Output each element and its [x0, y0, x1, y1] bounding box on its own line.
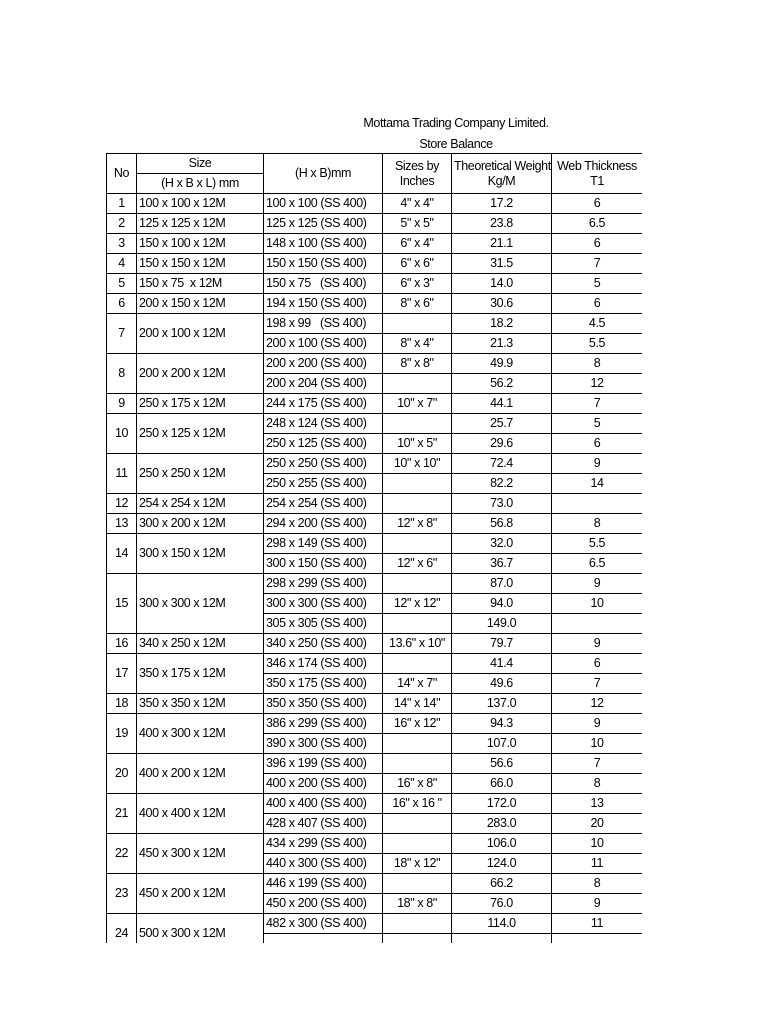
cell-web-thickness — [552, 614, 643, 634]
cell-hb: 125 x 125 (SS 400) — [264, 214, 383, 234]
cell-web-thickness: 10 — [552, 594, 643, 614]
cell-web-thickness: 5.5 — [552, 534, 643, 554]
cell-weight: 21.1 — [452, 234, 552, 254]
cell-weight: 87.0 — [452, 574, 552, 594]
cell-web-thickness: 9 — [552, 894, 643, 914]
cell-weight: 94.3 — [452, 714, 552, 734]
cell-weight: 31.5 — [452, 254, 552, 274]
col-header-web-line2: T1 — [590, 173, 604, 188]
cell-inches — [383, 654, 452, 674]
cell-weight: 137.0 — [452, 694, 552, 714]
cell-hb: 300 x 150 (SS 400) — [264, 554, 383, 574]
cell-hb: 148 x 100 (SS 400) — [264, 234, 383, 254]
cell-weight: 56.6 — [452, 754, 552, 774]
col-header-weight — [452, 154, 552, 194]
cell-hb: 300 x 300 (SS 400) — [264, 594, 383, 614]
cell-inches: 10" x 10" — [383, 454, 452, 474]
cell-no: 1 — [107, 194, 137, 214]
cell-weight: 283.0 — [452, 814, 552, 834]
cell-no: 23 — [107, 874, 137, 914]
table-row — [107, 194, 643, 214]
cell-size: 250 x 175 x 12M — [137, 394, 264, 414]
cell-web-thickness: 5 — [552, 414, 643, 434]
cell-no: 18 — [107, 694, 137, 714]
col-header-size-sub: (H x B x L) mm — [137, 174, 264, 194]
cell-no: 14 — [107, 534, 137, 574]
cell-size: 500 x 300 x 12M — [137, 914, 264, 944]
cell-size: 150 x 100 x 12M — [137, 234, 264, 254]
table-row — [107, 574, 643, 594]
table-row — [107, 914, 643, 934]
cell-size: 340 x 250 x 12M — [137, 634, 264, 654]
cell-web-thickness: 9 — [552, 574, 643, 594]
cell-no: 20 — [107, 754, 137, 794]
cell-hb: 428 x 407 (SS 400) — [264, 814, 383, 834]
cell-weight: 79.7 — [452, 634, 552, 654]
cell-size: 450 x 200 x 12M — [137, 874, 264, 914]
table-row — [107, 714, 643, 734]
cell-weight: 44.1 — [452, 394, 552, 414]
cell-inches: 6" x 4" — [383, 234, 452, 254]
cell-hb: 350 x 350 (SS 400) — [264, 694, 383, 714]
cell-size: 400 x 200 x 12M — [137, 754, 264, 794]
col-header-inches-line2: Inches — [399, 173, 435, 188]
cell-hb: 200 x 204 (SS 400) — [264, 374, 383, 394]
cell-hb: 248 x 124 (SS 400) — [264, 414, 383, 434]
cell-hb: 200 x 200 (SS 400) — [264, 354, 383, 374]
col-header-weight-line2: Kg/M — [487, 173, 516, 188]
cell-inches: 18" x 12" — [383, 854, 452, 874]
cell-weight: 25.7 — [452, 414, 552, 434]
cell-inches: 14" x 7" — [383, 674, 452, 694]
cell-hb: 340 x 250 (SS 400) — [264, 634, 383, 654]
cell-hb: 390 x 300 (SS 400) — [264, 734, 383, 754]
cell-web-thickness: 5.5 — [552, 334, 643, 354]
cell-weight: 36.7 — [452, 554, 552, 574]
cell-web-thickness: 6 — [552, 434, 643, 454]
cell-weight: 149.0 — [452, 614, 552, 634]
cell-web-thickness: 7 — [552, 254, 643, 274]
cell-weight: 21.3 — [452, 334, 552, 354]
table-row — [107, 754, 643, 774]
cell-no: 3 — [107, 234, 137, 254]
col-header-no: No — [107, 154, 137, 194]
cell-web-thickness: 11 — [552, 854, 643, 874]
cell-weight — [452, 934, 552, 944]
cell-web-thickness: 7 — [552, 394, 643, 414]
cell-inches: 16" x 16 " — [383, 794, 452, 814]
table-row — [107, 314, 643, 334]
cell-no: 15 — [107, 574, 137, 634]
cell-hb: 150 x 75 (SS 400) — [264, 274, 383, 294]
table-row — [107, 694, 643, 714]
cell-size: 200 x 150 x 12M — [137, 294, 264, 314]
col-header-web-line1: Web Thickness — [557, 158, 637, 173]
cell-web-thickness: 6.5 — [552, 214, 643, 234]
table-row — [107, 274, 643, 294]
cell-no: 11 — [107, 454, 137, 494]
cell-hb: 150 x 150 (SS 400) — [264, 254, 383, 274]
cell-web-thickness: 7 — [552, 754, 643, 774]
table-row — [107, 294, 643, 314]
col-header-inches-line1: Sizes by — [394, 158, 440, 173]
cell-web-thickness: 12 — [552, 694, 643, 714]
table-row — [107, 454, 643, 474]
cell-no: 17 — [107, 654, 137, 694]
cell-web-thickness: 11 — [552, 914, 643, 934]
cell-weight: 56.2 — [452, 374, 552, 394]
cell-hb: 200 x 100 (SS 400) — [264, 334, 383, 354]
cell-inches — [383, 314, 452, 334]
cell-size: 300 x 150 x 12M — [137, 534, 264, 574]
table-row — [107, 254, 643, 274]
cell-weight: 29.6 — [452, 434, 552, 454]
cell-weight: 18.2 — [452, 314, 552, 334]
cell-no: 13 — [107, 514, 137, 534]
cell-web-thickness: 6 — [552, 234, 643, 254]
cell-web-thickness: 9 — [552, 634, 643, 654]
cell-size: 200 x 100 x 12M — [137, 314, 264, 354]
table-row — [107, 214, 643, 234]
cell-weight: 32.0 — [452, 534, 552, 554]
cell-hb: 294 x 200 (SS 400) — [264, 514, 383, 534]
cell-weight: 66.0 — [452, 774, 552, 794]
cell-web-thickness: 20 — [552, 814, 643, 834]
cell-size: 150 x 150 x 12M — [137, 254, 264, 274]
cell-web-thickness: 8 — [552, 874, 643, 894]
cell-inches: 14" x 14" — [383, 694, 452, 714]
cell-no: 6 — [107, 294, 137, 314]
cell-no: 24 — [107, 914, 137, 944]
cell-weight: 124.0 — [452, 854, 552, 874]
cell-size: 300 x 300 x 12M — [137, 574, 264, 634]
cell-no: 22 — [107, 834, 137, 874]
cell-weight: 14.0 — [452, 274, 552, 294]
cell-inches: 16" x 12" — [383, 714, 452, 734]
table-row — [107, 354, 643, 374]
table-row — [107, 234, 643, 254]
cell-hb: 254 x 254 (SS 400) — [264, 494, 383, 514]
cell-inches: 8" x 8" — [383, 354, 452, 374]
cell-weight: 56.8 — [452, 514, 552, 534]
cell-size: 250 x 125 x 12M — [137, 414, 264, 454]
cell-weight: 49.9 — [452, 354, 552, 374]
cell-inches: 18" x 8" — [383, 894, 452, 914]
cell-hb: 446 x 199 (SS 400) — [264, 874, 383, 894]
cell-size: 300 x 200 x 12M — [137, 514, 264, 534]
cell-inches — [383, 534, 452, 554]
cell-inches — [383, 574, 452, 594]
col-header-inches — [383, 154, 452, 194]
cell-weight: 106.0 — [452, 834, 552, 854]
cell-no: 12 — [107, 494, 137, 514]
cell-weight: 76.0 — [452, 894, 552, 914]
cell-weight: 94.0 — [452, 594, 552, 614]
table-row — [107, 514, 643, 534]
cell-hb: 244 x 175 (SS 400) — [264, 394, 383, 414]
cell-inches — [383, 414, 452, 434]
cell-web-thickness: 9 — [552, 714, 643, 734]
cell-weight: 66.2 — [452, 874, 552, 894]
col-header-weight-line1: Theoretical Weight — [454, 158, 551, 173]
cell-hb: 440 x 300 (SS 400) — [264, 854, 383, 874]
cell-hb: 482 x 300 (SS 400) — [264, 914, 383, 934]
cell-inches: 10" x 5" — [383, 434, 452, 454]
cell-size: 450 x 300 x 12M — [137, 834, 264, 874]
cell-weight: 72.4 — [452, 454, 552, 474]
table-row — [107, 534, 643, 554]
cell-inches — [383, 494, 452, 514]
cell-web-thickness: 7 — [552, 674, 643, 694]
cell-inches: 8" x 4" — [383, 334, 452, 354]
cell-no: 16 — [107, 634, 137, 654]
cell-weight: 73.0 — [452, 494, 552, 514]
cell-weight: 114.0 — [452, 914, 552, 934]
cell-web-thickness: 10 — [552, 834, 643, 854]
table-row — [107, 394, 643, 414]
table-row — [107, 794, 643, 814]
cell-size: 350 x 350 x 12M — [137, 694, 264, 714]
col-header-web — [552, 154, 643, 194]
cell-hb: 250 x 250 (SS 400) — [264, 454, 383, 474]
cell-no: 21 — [107, 794, 137, 834]
cell-hb: 434 x 299 (SS 400) — [264, 834, 383, 854]
cell-weight: 41.4 — [452, 654, 552, 674]
cell-size: 250 x 250 x 12M — [137, 454, 264, 494]
cell-hb: 298 x 299 (SS 400) — [264, 574, 383, 594]
cell-hb: 346 x 174 (SS 400) — [264, 654, 383, 674]
cell-web-thickness: 9 — [552, 454, 643, 474]
cell-weight: 82.2 — [452, 474, 552, 494]
table-row — [107, 654, 643, 674]
cell-no: 10 — [107, 414, 137, 454]
cell-weight: 23.8 — [452, 214, 552, 234]
cell-web-thickness: 8 — [552, 774, 643, 794]
cell-weight: 49.6 — [452, 674, 552, 694]
cell-inches: 10" x 7" — [383, 394, 452, 414]
cell-inches: 8" x 6" — [383, 294, 452, 314]
cell-web-thickness — [552, 494, 643, 514]
table-row — [107, 414, 643, 434]
cell-inches — [383, 834, 452, 854]
cell-no: 2 — [107, 214, 137, 234]
cell-web-thickness: 4.5 — [552, 314, 643, 334]
cell-no: 9 — [107, 394, 137, 414]
cell-weight: 30.6 — [452, 294, 552, 314]
cell-no: 7 — [107, 314, 137, 354]
cell-web-thickness: 13 — [552, 794, 643, 814]
cell-web-thickness: 12 — [552, 374, 643, 394]
cell-inches — [383, 734, 452, 754]
cell-size: 100 x 100 x 12M — [137, 194, 264, 214]
cell-weight: 17.2 — [452, 194, 552, 214]
cell-hb: 198 x 99 (SS 400) — [264, 314, 383, 334]
cell-hb — [264, 934, 383, 944]
cell-hb: 400 x 200 (SS 400) — [264, 774, 383, 794]
cell-no: 4 — [107, 254, 137, 274]
cell-hb: 450 x 200 (SS 400) — [264, 894, 383, 914]
cell-no: 19 — [107, 714, 137, 754]
cell-size: 400 x 400 x 12M — [137, 794, 264, 834]
cell-inches: 5" x 5" — [383, 214, 452, 234]
table-header — [107, 154, 643, 194]
cell-web-thickness: 6.5 — [552, 554, 643, 574]
cell-hb: 194 x 150 (SS 400) — [264, 294, 383, 314]
cell-web-thickness: 8 — [552, 514, 643, 534]
cell-size: 350 x 175 x 12M — [137, 654, 264, 694]
cell-inches: 16" x 8" — [383, 774, 452, 794]
cell-web-thickness: 6 — [552, 294, 643, 314]
store-balance-table — [106, 153, 642, 943]
cell-inches: 13.6" x 10" — [383, 634, 452, 654]
cell-web-thickness — [552, 934, 643, 944]
cell-size: 200 x 200 x 12M — [137, 354, 264, 394]
cell-inches — [383, 754, 452, 774]
cell-hb: 250 x 255 (SS 400) — [264, 474, 383, 494]
company-title: Mottama Trading Company Limited. — [363, 116, 549, 130]
col-header-size: Size — [137, 154, 264, 174]
table-body — [107, 194, 643, 944]
table-row — [107, 494, 643, 514]
cell-inches — [383, 374, 452, 394]
cell-inches — [383, 914, 452, 934]
cell-hb: 305 x 305 (SS 400) — [264, 614, 383, 634]
cell-no: 8 — [107, 354, 137, 394]
cell-inches: 12" x 8" — [383, 514, 452, 534]
cell-inches — [383, 814, 452, 834]
cell-hb: 100 x 100 (SS 400) — [264, 194, 383, 214]
cell-web-thickness: 10 — [552, 734, 643, 754]
cell-hb: 400 x 400 (SS 400) — [264, 794, 383, 814]
cell-weight: 172.0 — [452, 794, 552, 814]
cell-inches — [383, 874, 452, 894]
table-row — [107, 634, 643, 654]
cell-size: 150 x 75 x 12M — [137, 274, 264, 294]
cell-hb: 298 x 149 (SS 400) — [264, 534, 383, 554]
cell-inches: 4" x 4" — [383, 194, 452, 214]
cell-web-thickness: 6 — [552, 194, 643, 214]
cell-inches: 6" x 3" — [383, 274, 452, 294]
cell-hb: 250 x 125 (SS 400) — [264, 434, 383, 454]
cell-inches — [383, 614, 452, 634]
cell-inches — [383, 934, 452, 944]
cell-inches: 12" x 6" — [383, 554, 452, 574]
cell-no: 5 — [107, 274, 137, 294]
cell-size: 400 x 300 x 12M — [137, 714, 264, 754]
sheet-subtitle: Store Balance — [419, 137, 493, 151]
cell-inches: 6" x 6" — [383, 254, 452, 274]
cell-size: 254 x 254 x 12M — [137, 494, 264, 514]
store-balance-sheet — [106, 153, 642, 943]
cell-web-thickness: 8 — [552, 354, 643, 374]
cell-inches: 12" x 12" — [383, 594, 452, 614]
cell-web-thickness: 6 — [552, 654, 643, 674]
cell-size: 125 x 125 x 12M — [137, 214, 264, 234]
cell-weight: 107.0 — [452, 734, 552, 754]
table-row — [107, 874, 643, 894]
cell-hb: 386 x 299 (SS 400) — [264, 714, 383, 734]
col-header-hb: (H x B)mm — [264, 154, 383, 194]
table-row — [107, 834, 643, 854]
cell-hb: 350 x 175 (SS 400) — [264, 674, 383, 694]
cell-web-thickness: 14 — [552, 474, 643, 494]
cell-web-thickness: 5 — [552, 274, 643, 294]
cell-hb: 396 x 199 (SS 400) — [264, 754, 383, 774]
cell-inches — [383, 474, 452, 494]
